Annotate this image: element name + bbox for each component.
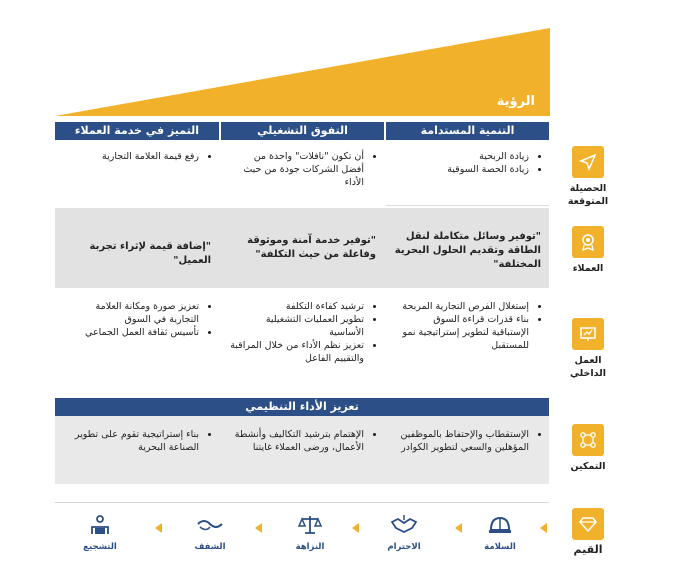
list-item: • أن تكون "نافلات" واحدة من أفضل الشركات جودة من حيث الأداء [229,150,364,189]
list-item: • بناء قدرات قراءة السوق الإستباقية لتطوير إستراتيجية نمو للمستقبل [394,313,529,352]
list-item: • زيادة الربحية [394,150,529,163]
value-label: السلامة [484,542,516,552]
row-label-values [566,508,610,556]
value-safety [470,514,530,552]
network-icon [572,424,604,456]
customer-statement-operational: "توفير خدمة آمنة وموثوقة وفاعلة من حيث التكلفة" [247,235,376,260]
value-transparency [180,514,240,552]
paper-plane-icon [572,146,604,178]
list-item: • تأسيس ثقافة العمل الجماعي [63,326,199,339]
diamond-icon [572,508,604,540]
row-label-text: التمكين [570,461,606,472]
value-label: الاحترام [387,542,421,552]
outcome-cell-operational [221,142,384,206]
row-label-outcomes [566,146,610,208]
list-item: • زيادة الحصة السوقية [394,163,529,176]
list-item: • تعزيز نظم الأداء من خلال المراقبة والتقييم الفاعل [229,339,364,365]
row-label-customers [566,226,610,275]
list-item: • تطوير العمليات التشغيلية الأساسية [229,313,364,339]
list-item: • الإهتمام بترشيد التكاليف وأنشطة الأعمال، ورضى العملاء غايتنا [229,428,364,454]
customer-statement-customer: "إضافة قيمة لإثراء تجربة العميل" [89,241,211,266]
scales-icon [297,514,323,536]
value-label: الشفف [194,542,226,552]
outcome-cell-customer [55,142,219,206]
handshake-icon [390,514,418,536]
helmet-icon [488,514,512,536]
row-label-text: القيم [573,543,603,556]
row-label-text: العمل الداخلي [570,355,606,379]
arrow-left-icon [455,523,462,533]
value-encouragement [70,514,130,552]
shaking-hands-icon [196,514,224,536]
internal-cell-customer [55,292,219,392]
row-label-internal [566,318,610,380]
people-icon [87,514,113,536]
enablement-cell-customer [55,420,219,454]
list-item: • الإستقطاب والإحتفاظ بالموظفين المؤهلين والسعي لتطوير الكوادر [394,428,529,454]
row-label-text: العملاء [572,263,604,274]
column-header-operational-excellence: التفوق التشغيلي [221,122,384,140]
presentation-board-icon [572,318,604,350]
arrow-left-icon [255,523,262,533]
list-item: • بناء إستراتيجية تقوم على تطوير الصناعة البحرية [63,428,199,454]
vision-label: الرؤية [496,94,535,109]
list-item: • تعزيز صورة ومكانة العلامة التجارية في السوق [63,300,199,326]
row-label-enablement [566,424,610,473]
value-label: النزاهة [295,542,325,552]
customer-statement-sustainable: "توفير وسائل متكاملة لنقل الطاقة وتقديم الحلول البحرية المختلفة" [394,231,541,270]
row-label-text: الحصيلة المتوقعة [567,183,609,207]
enablement-cell-sustainable [386,420,549,454]
arrow-left-icon [540,523,547,533]
value-respect [374,514,434,552]
column-header-sustainable-development: التنمية المستدامة [386,122,549,140]
arrow-left-icon [155,523,162,533]
value-label: التشجيع [83,542,117,552]
arrow-left-icon [352,523,359,533]
internal-cell-sustainable [386,292,549,392]
column-header-customer-excellence: التميز في خدمة العملاء [55,122,219,140]
org-performance-header: تعزيز الأداء التنظيمي [55,398,549,416]
list-item: • إستغلال الفرص التجارية المربحة [394,300,529,313]
customer-badge-icon [572,226,604,258]
list-item: • ترشيد كفاءة التكلفة [229,300,364,313]
enablement-cell-operational [221,420,384,454]
value-integrity [280,514,340,552]
internal-cell-operational [221,292,384,392]
outcome-cell-sustainable [386,142,549,206]
list-item: • رفع قيمة العلامة التجارية [63,150,199,163]
